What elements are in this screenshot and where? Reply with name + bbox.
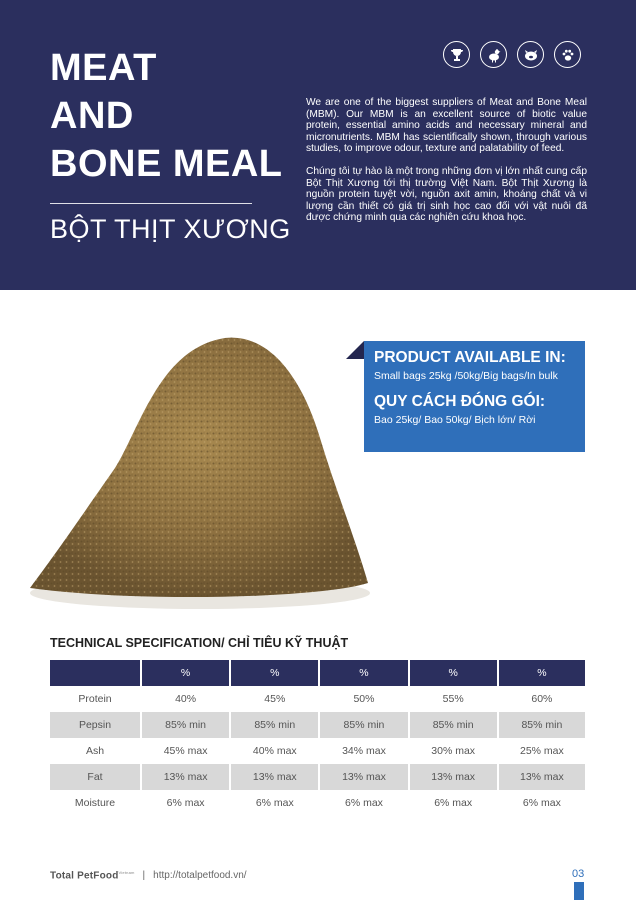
table-cell: 6% max	[498, 790, 585, 816]
title-line: BONE MEAL	[50, 143, 283, 185]
footer-separator: |	[142, 870, 146, 882]
spec-title: TECHNICAL SPECIFICATION/ CHỈ TIÊU KỸ THUẬT	[50, 636, 349, 650]
table-cell: 40% max	[230, 738, 319, 764]
table-cell: 34% max	[319, 738, 408, 764]
row-label: Ash	[85, 745, 105, 757]
spec-header-cell: %	[141, 660, 230, 686]
brand-logo	[50, 870, 135, 881]
table-row	[50, 738, 585, 764]
table-cell: 13% max	[230, 764, 319, 790]
brand-subtitle: Vietnam	[118, 870, 135, 875]
table-cell: 60%	[498, 686, 585, 712]
table-cell: 50%	[319, 686, 408, 712]
availability-heading-en: PRODUCT AVAILABLE IN:	[374, 349, 566, 366]
table-cell: 45%	[230, 686, 319, 712]
table-cell: 30% max	[409, 738, 498, 764]
spec-header-cell: %	[498, 660, 585, 686]
table-cell: 55%	[409, 686, 498, 712]
spec-table	[50, 660, 585, 816]
table-cell: 40%	[141, 686, 230, 712]
title-line: AND	[50, 95, 134, 137]
table-row	[50, 764, 585, 790]
brand-name: Total PetFood	[50, 870, 119, 882]
table-cell: 13% max	[409, 764, 498, 790]
chicken-icon	[480, 41, 507, 68]
table-cell: 6% max	[319, 790, 408, 816]
animal-icons	[443, 41, 581, 68]
spec-header-cell	[50, 660, 141, 686]
page-title	[50, 44, 283, 188]
spec-header-row	[50, 660, 585, 686]
row-label: Protein	[78, 693, 112, 705]
footer	[50, 870, 247, 881]
spec-header-cell: %	[230, 660, 319, 686]
page-number: 03	[572, 868, 585, 880]
table-cell: 6% max	[230, 790, 319, 816]
page-marker-bar	[574, 882, 584, 900]
pig-icon	[517, 41, 544, 68]
page-subtitle: BỘT THỊT XƯƠNG	[50, 214, 291, 244]
row-label: Pepsin	[50, 712, 141, 738]
spec-header-cell: %	[409, 660, 498, 686]
table-cell: 6% max	[141, 790, 230, 816]
table-cell: 25% max	[498, 738, 585, 764]
table-cell: 85% min	[141, 712, 230, 738]
paw-icon	[554, 41, 581, 68]
table-cell: 13% max	[319, 764, 408, 790]
callout-fold	[346, 341, 364, 359]
table-cell: 85% min	[498, 712, 585, 738]
trophy-icon	[443, 41, 470, 68]
meat-bone-meal-pile-image	[20, 318, 370, 618]
table-cell: 85% min	[319, 712, 408, 738]
website-link[interactable]: http://totalpetfood.vn/	[153, 870, 247, 882]
table-row	[50, 790, 585, 816]
header-band	[0, 0, 636, 290]
table-row	[50, 686, 585, 712]
table-row	[50, 712, 585, 738]
title-line: MEAT	[50, 47, 157, 89]
intro-vietnamese: Chúng tôi tự hào là một trong những đơn vị lớn nhất cung cấp Bột Thịt Xương tới thị trường Việt Nam. Bột Thịt Xương là nguồn protein tuyệt vời, nguồn axit amin, khoáng chất và vi lượng cần thiết có giá trị sinh học cao đối với vật nuôi đã được chứng minh qua các nghiên cứu khoa học.	[306, 165, 587, 224]
table-cell: 13% max	[141, 764, 230, 790]
table-cell: 85% min	[230, 712, 319, 738]
row-label: Moisture	[74, 797, 116, 809]
availability-box	[364, 341, 585, 452]
intro-english: We are one of the biggest suppliers of Meat and Bone Meal (MBM). Our MBM is an excellent source of biotic value protein, essential amino acids and necessary mineral and micronutrients. MBM has scientifically shown, through various studies, to improve odour, texture and palatability of feed.	[306, 97, 587, 155]
table-cell: 13% max	[498, 764, 585, 790]
intro-text	[306, 97, 587, 235]
title-divider	[50, 203, 252, 204]
availability-heading-vi: QUY CÁCH ĐÓNG GÓI:	[374, 393, 546, 410]
row-label: Fat	[50, 764, 141, 790]
table-cell: 85% min	[409, 712, 498, 738]
table-cell: 6% max	[409, 790, 498, 816]
availability-text-vi: Bao 25kg/ Bao 50kg/ Bịch lớn/ Rời	[374, 414, 536, 426]
availability-text-en: Small bags 25kg /50kg/Big bags/In bulk	[374, 370, 558, 382]
spec-header-cell: %	[319, 660, 408, 686]
table-cell: 45% max	[141, 738, 230, 764]
